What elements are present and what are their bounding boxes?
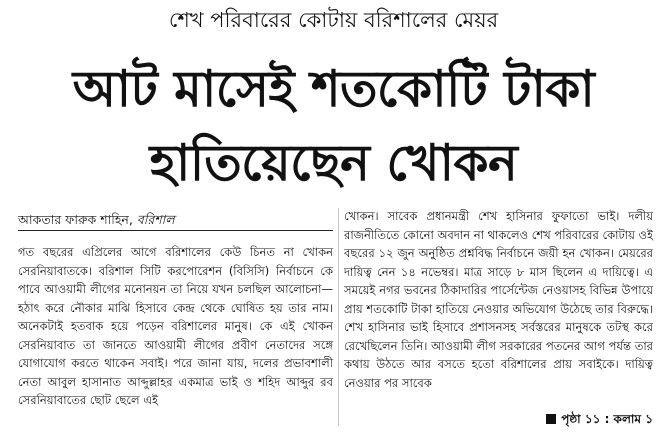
headline-line-1: আট মাসেই শতকোটি টাকা <box>72 60 595 118</box>
column-divider <box>338 208 339 426</box>
byline <box>18 211 175 228</box>
byline-rule <box>18 230 333 231</box>
body-column-left: গত বছরের এপ্রিলের আগে বরিশালের কেউ চিনত না খোকন সেরনিয়াবাতকে। বরিশাল সিটি করপোরেশন (বিসিসি) নির্বাচনে কে পাবে আওয়ামী লীগের মনোনয়ন তা নিয়ে যখন চলছিল আলোচনা—হঠাৎ করে নৌকার মাঝি হিসাবে কেন্দ্র থেকে ঘোষিত হয় তার নাম। অনেকটাই হতবাক হয়ে পড়েন বরিশালের মানুষ। কে এই খোকন সেরনিয়াবাত তা জানতে আওয়ামী লীগের প্রবীণ নেতাদের সঙ্গে যোগাযোগ করতে থাকেন সবাই। পরে জানা যায়, দলের প্রভাবশালী নেতা আবুল হাসানাত আব্দুল্লাহর একমাত্র ভাই ও শহিদ আব্দুর রব সেরনিয়াবাতের ছোট ছেলে এই <box>18 245 333 407</box>
continuation-jump <box>546 410 653 428</box>
headline-line-2: হাতিয়েছেন খোকন <box>149 134 518 192</box>
body-column-right: খোকন। সাবেক প্রধানমন্ত্রী শেখ হাসিনার ফুফাতো ভাই। দলীয় রাজনীতিতে কোনো অবদান না থাকলেও শেখ পরিবারের কোটায় ওই বছরের ১২ জুন অনুষ্ঠিত প্রশ্নবিদ্ধ নির্বাচনে জয়ী হন খোকন। মেয়রের দায়িত্ব নেন ১৪ নভেম্বর। মাত্র সাড়ে ৮ মাস ছিলেন এ দায়িত্বে। এ সময়েই নগর ভবনের ঠিকাদারির পার্সেন্টেজ নেওয়াসহ বিভিন্ন উপায়ে প্রায় শতকোটি টাকা হাতিয়ে নেওয়ার অভিযোগ উঠেছে তার বিরুদ্ধে। শেখ হাসিনার ভাই হিসাবে প্রশাসনসহ সর্বস্তরের মানুষকে তটস্থ করে রেখেছিলেন তিনি। আওয়ামী লীগ সরকারের পতনের আগ পর্যন্ত তার কথায় উঠতে আর বসতে হতো বরিশালের প্রায় সবাইকে। দায়িত্ব নেওয়ার পর সাবেক <box>344 209 653 390</box>
kicker: শেখ পরিবারের কোটায় বরিশালের মেয়র <box>168 8 499 32</box>
square-bullet-icon <box>546 414 556 424</box>
byline-location: বরিশাল <box>136 212 175 227</box>
byline-author: আকতার ফারুক শাহিন, <box>18 212 133 227</box>
continuation-text: পৃষ্ঠা ১১ : কলাম ১ <box>561 412 653 426</box>
